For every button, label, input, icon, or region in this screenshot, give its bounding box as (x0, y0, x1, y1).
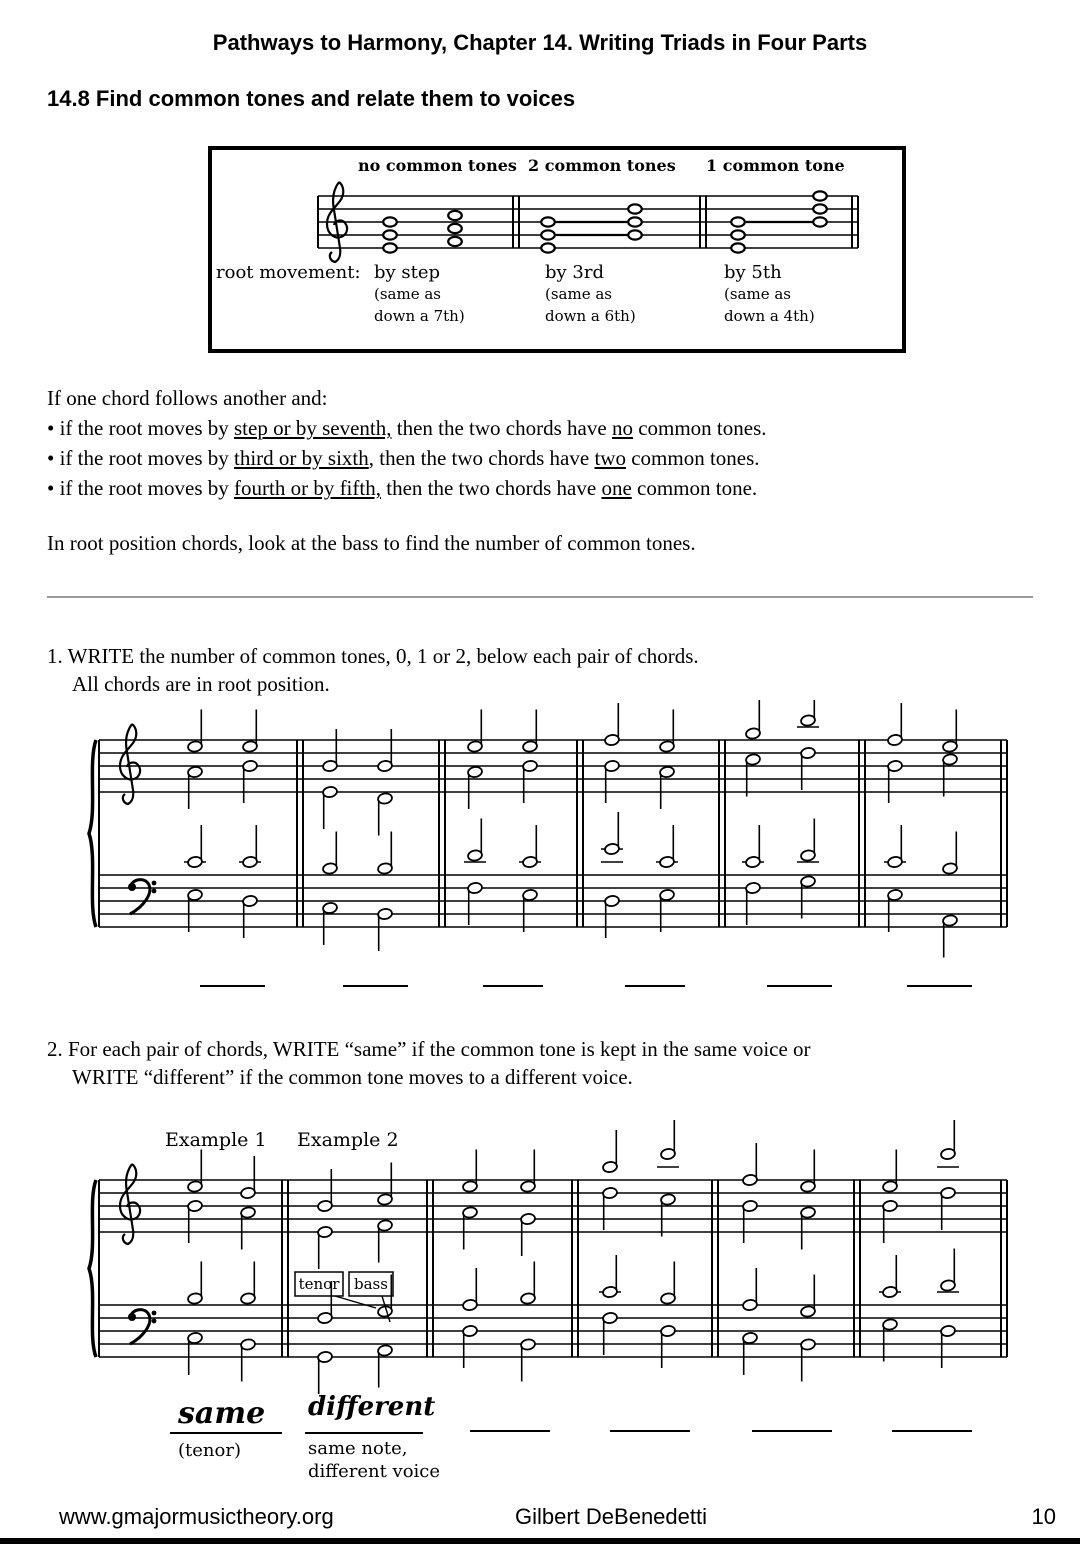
ex1-measure-3 (464, 710, 541, 933)
ex2-measure-5 (742, 1143, 816, 1382)
ex1-measure-2 (322, 729, 393, 951)
figure-section-by-3rd (541, 204, 642, 252)
bullet-underlined: step or by seventh, (234, 416, 392, 440)
root-movement-row (212, 262, 902, 352)
bullet-segment: common tone. (631, 476, 758, 500)
exercise2-grand-staff (85, 1120, 1010, 1400)
bullet-segment: , then the two chords have (368, 446, 595, 470)
bullet-underlined: one (601, 476, 632, 500)
brace-icon (89, 740, 96, 927)
answer2-different: different (308, 1392, 436, 1422)
movement-by-step: by step (same as down a 7th) (374, 262, 465, 325)
bass-clef-icon (128, 1310, 156, 1344)
answer1-same: same (178, 1396, 266, 1431)
bullet-segment: • if the root moves by (47, 416, 234, 440)
footer-page-number: 10 (1031, 1504, 1056, 1529)
section-divider (47, 596, 1033, 598)
exercise2-instruction-line2: WRITE “different” if the common tone moves to a different voice. (72, 1065, 633, 1089)
answer1-note: (tenor) (178, 1440, 241, 1461)
ex2-answer-blank-5 (752, 1430, 832, 1432)
answer2-note-line2: different voice (308, 1461, 441, 1482)
ex2-answer-blank-2 (305, 1432, 423, 1434)
footer-website: www.gmajormusictheory.org (59, 1504, 334, 1529)
exercise1-instruction-line1: 1. WRITE the number of common tones, 0, 1 or 2, below each pair of chords. (47, 644, 699, 668)
ex1-answer-blank-5 (767, 985, 832, 987)
figure-label-row (212, 156, 902, 180)
bottom-edge-bar (0, 1538, 1080, 1544)
bullet-underlined: fourth or by fifth, (234, 476, 381, 500)
bullet-underlined: no (611, 416, 633, 440)
ex2-answer-blank-1 (170, 1432, 282, 1434)
ex1-measure-5 (742, 700, 819, 925)
ex1-answer-blank-2 (343, 985, 408, 987)
bullet-segment: • if the root moves by (47, 476, 234, 500)
common-tones-figure (208, 146, 906, 353)
section-heading: 14.8 Find common tones and relate them to voices (47, 86, 576, 111)
ex1-answer-blank-3 (483, 985, 543, 987)
figure-label-no-common-tones: no common tones (358, 156, 517, 175)
ex2-measure-1 (187, 1150, 256, 1382)
exercise2-instruction-line1: 2. For each pair of chords, WRITE “same” if the common tone is kept in the same voice or (47, 1037, 811, 1061)
ex2-answer-blank-4 (610, 1430, 690, 1432)
ex1-answer-blank-6 (907, 985, 972, 987)
root-position-note: In root position chords, look at the bass to find the number of common tones. (47, 531, 696, 555)
tenor-label: tenor (298, 1275, 340, 1293)
bullet-segment: then the two chords have (391, 416, 612, 440)
bass-label: bass (354, 1275, 388, 1293)
bullet-segment: common tones. (625, 446, 760, 470)
bullet-segment: then the two chords have (380, 476, 602, 500)
example2-label: Example 2 (297, 1129, 399, 1151)
exercise1-instruction-line2: All chords are in root position. (72, 672, 330, 696)
root-movement-label: root movement: (216, 262, 361, 283)
bullet-underlined: two (594, 446, 626, 470)
ex1-measure-6 (884, 703, 958, 958)
exercise1-grand-staff (85, 700, 1010, 965)
document-title: Pathways to Harmony, Chapter 14. Writing Triads in Four Parts (212, 30, 868, 55)
ex2-measure-3 (462, 1150, 536, 1382)
bullet-segment: • if the root moves by (47, 446, 234, 470)
answer2-note-line1: same note, (308, 1438, 408, 1459)
intro-line: If one chord follows another and: (47, 386, 328, 410)
bullet-underlined: third or by sixth (234, 446, 369, 470)
figure-label-1-common-tone: 1 common tone (706, 156, 845, 175)
figure-label-2-common-tones: 2 common tones (528, 156, 676, 175)
movement-by-3rd: by 3rd (same as down a 6th) (545, 262, 636, 325)
bullet-third-or-sixth (47, 446, 760, 471)
example1-label: Example 1 (165, 1129, 267, 1151)
movement-by-5th: by 5th (same as down a 4th) (724, 262, 815, 325)
ex2-answer-blank-3 (470, 1430, 550, 1432)
figure-section-by-5th (731, 191, 827, 252)
ex1-answer-blank-4 (625, 985, 685, 987)
figure-section-by-step (383, 211, 462, 253)
brace-icon (89, 1180, 96, 1357)
bullet-fourth-or-fifth (47, 476, 757, 501)
footer-author: Gilbert DeBenedetti (515, 1504, 707, 1529)
bass-clef-icon (128, 880, 156, 914)
ex1-measure-1 (184, 710, 261, 939)
ex1-measure-4 (601, 703, 678, 938)
bullet-segment: common tones. (632, 416, 767, 440)
figure-notation (212, 178, 902, 274)
bullet-step-or-seventh (47, 416, 767, 441)
ex2-answer-blank-6 (892, 1430, 972, 1432)
ex1-answer-blank-1 (200, 985, 265, 987)
